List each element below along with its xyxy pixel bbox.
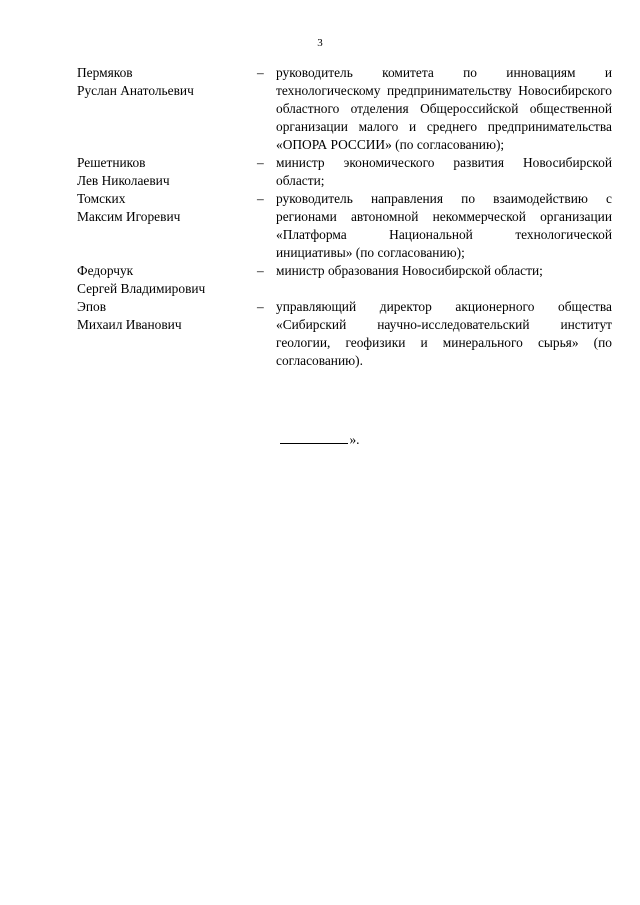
member-given-names: Руслан Анатольевич	[77, 83, 194, 98]
member-surname: Томских	[77, 191, 126, 206]
page-number: 3	[317, 37, 323, 49]
closing-quote: ».	[349, 432, 360, 447]
member-name	[77, 64, 257, 100]
member-name	[77, 190, 257, 226]
member-entry	[77, 298, 612, 370]
member-role: руководитель направления по взаимодействию с регионами автономной некоммерческой организации «Платформа Национальной технологической инициативы» (по согласованию);	[276, 191, 612, 260]
member-surname: Пермяков	[77, 65, 133, 80]
member-dash: –	[257, 191, 264, 206]
member-given-names: Максим Игоревич	[77, 209, 181, 224]
member-role: министр образования Новосибирской области;	[276, 263, 543, 278]
member-entry	[77, 154, 612, 190]
member-name	[77, 262, 257, 298]
member-dash: –	[257, 263, 264, 278]
member-role: руководитель комитета по инновациям и технологическому предпринимательству Новосибирского областного отделения Общероссийской общественной организации малого и среднего предпринимательства «ОПОРА РОССИИ» (по согласованию);	[276, 65, 612, 152]
member-role: управляющий директор акционерного общества «Сибирский научно-исследовательский институт геологии, геофизики и минерального сырья» (по согласованию).	[276, 299, 612, 368]
member-surname: Эпов	[77, 299, 107, 314]
member-name	[77, 154, 257, 190]
member-given-names: Лев Николаевич	[77, 173, 170, 188]
member-dash: –	[257, 65, 264, 80]
member-surname: Федорчук	[77, 263, 134, 278]
member-name	[77, 298, 257, 334]
signature-line	[280, 429, 348, 444]
closing-mark	[0, 429, 640, 449]
member-entry	[77, 190, 612, 262]
member-given-names: Сергей Владимирович	[77, 281, 206, 296]
member-entry	[77, 64, 612, 154]
member-entry	[77, 262, 612, 298]
members-list	[77, 64, 612, 370]
member-dash: –	[257, 155, 264, 170]
member-surname: Решетников	[77, 155, 146, 170]
member-role: министр экономического развития Новосибирской области;	[276, 155, 612, 188]
member-dash: –	[257, 299, 264, 314]
member-given-names: Михаил Иванович	[77, 317, 182, 332]
